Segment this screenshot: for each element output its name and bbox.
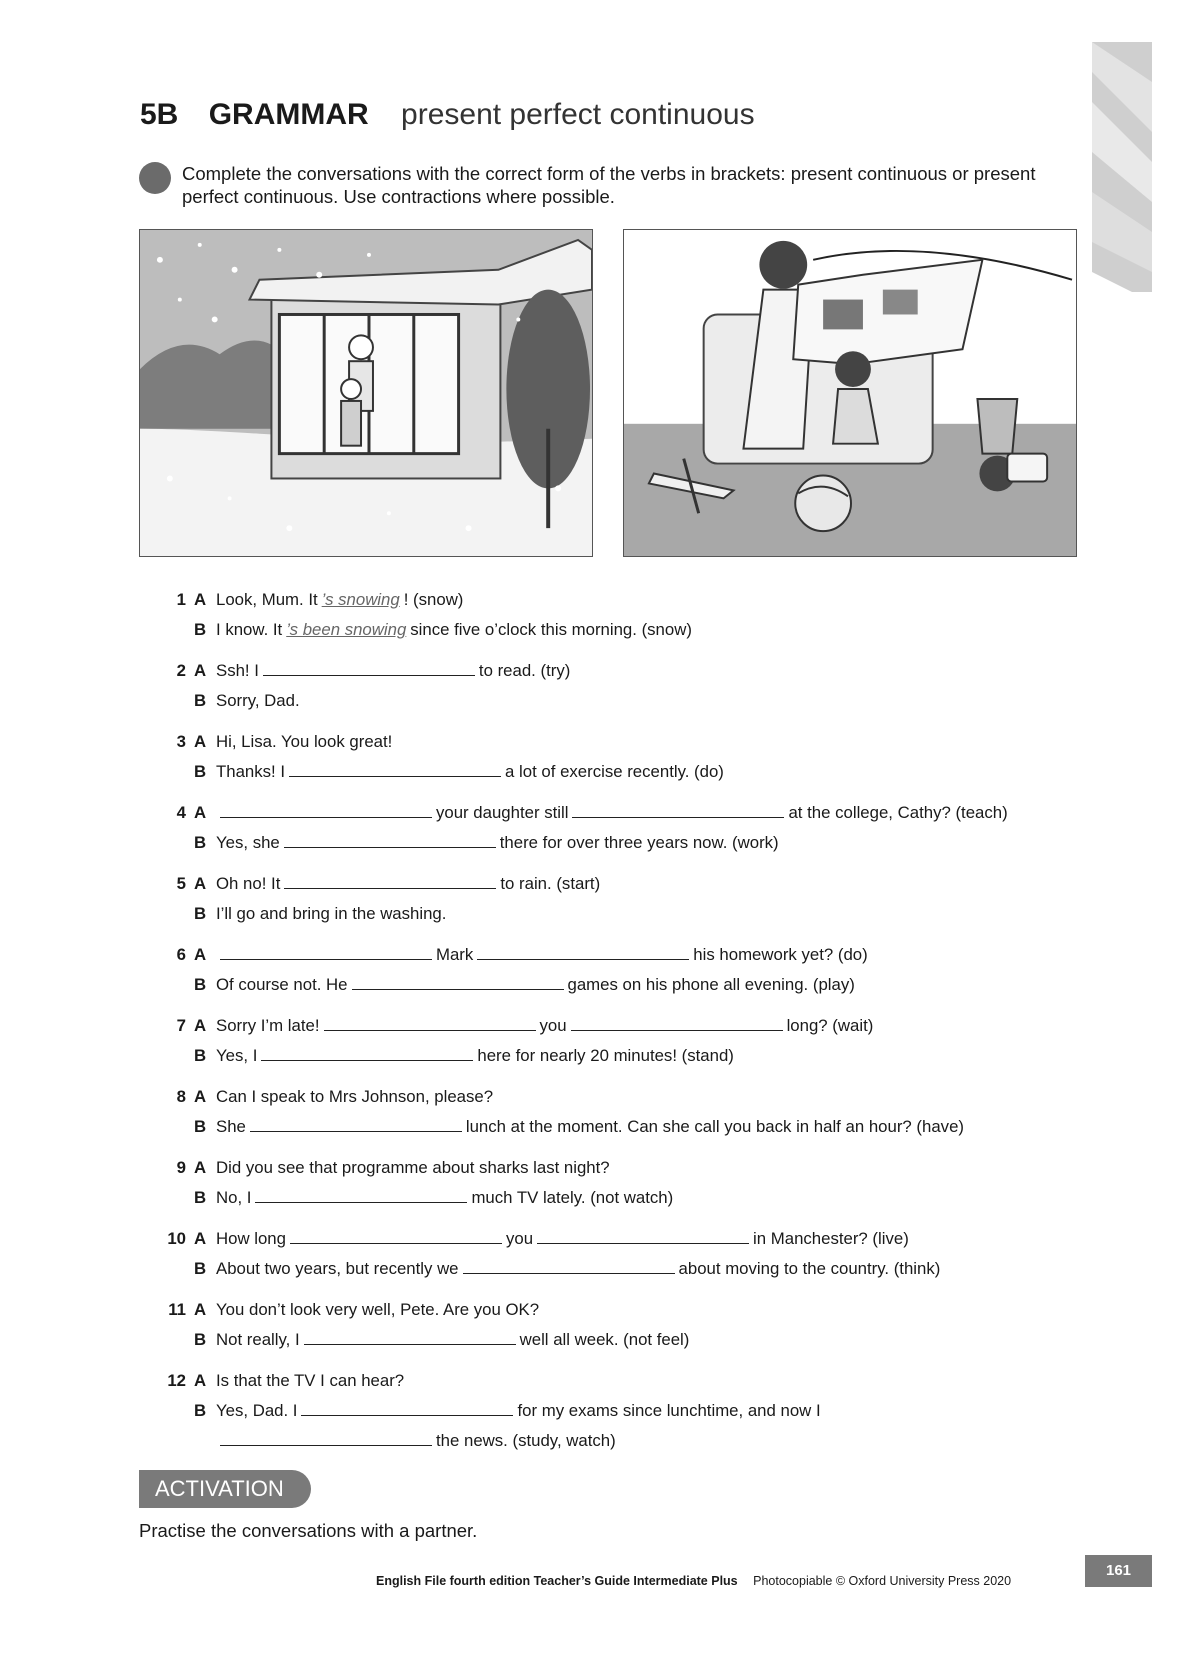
exercise-fragment: Look, Mum. It	[216, 590, 318, 609]
exercise-line	[160, 1183, 1100, 1213]
exercise-fragment: a lot of exercise recently. (do)	[505, 762, 724, 781]
speaker-label: B	[194, 762, 207, 781]
exercise-text	[216, 686, 300, 716]
exercise-fragment: Yes, she	[216, 833, 280, 852]
exercise-item	[160, 869, 1100, 929]
exercise-fragment: How long	[216, 1229, 286, 1248]
exercise-number	[160, 1183, 194, 1213]
exercise-item	[160, 1295, 1100, 1355]
section-topic: present perfect continuous	[401, 98, 755, 131]
speaker-label: A	[194, 1158, 207, 1177]
exercise-fragment: well all week. (not feel)	[519, 1330, 690, 1349]
activation-heading: ACTIVATION	[139, 1470, 311, 1508]
corner-ray-decoration	[1092, 42, 1152, 292]
instructions: Complete the conversations with the correct form of the verbs in brackets: present continuous or present perfect continuous. Use contractions where possible.	[182, 163, 1036, 207]
exercise-number: 10	[167, 1229, 186, 1248]
exercise-number	[160, 899, 194, 929]
speaker-label: A	[194, 661, 207, 680]
exercise-number	[160, 1254, 194, 1284]
footer-book-title: English File fourth edition Teacher’s Guide Intermediate Plus	[376, 1574, 738, 1588]
exercise-text	[216, 970, 855, 1000]
section-word: GRAMMAR	[208, 98, 369, 131]
exercise-fragment: for my exams since lunchtime, and now I	[517, 1401, 821, 1420]
exercise-fragment: Thanks! I	[216, 762, 286, 781]
exercise-fragment: about moving to the country. (think)	[678, 1259, 941, 1278]
exercise-line	[160, 1366, 1100, 1396]
exercise-text	[216, 1426, 616, 1456]
exercise-number	[160, 757, 194, 787]
exercise-line	[160, 940, 1100, 970]
exercise-fragment: I’ll go and bring in the washing.	[216, 904, 447, 923]
exercise-line	[160, 686, 1100, 716]
exercise-line	[160, 757, 1100, 787]
exercise-number	[160, 1396, 194, 1426]
exercise-line	[160, 656, 1100, 686]
answer-blank[interactable]	[572, 799, 784, 818]
exercise-item	[160, 656, 1100, 716]
exercise-number	[160, 970, 194, 1000]
speaker-label: B	[194, 620, 207, 639]
exercise-fragment: She	[216, 1117, 246, 1136]
exercise-text	[216, 1112, 964, 1142]
exercise-number: 1	[176, 590, 186, 609]
exercise-line	[160, 727, 1100, 757]
speaker-label: A	[194, 874, 207, 893]
exercise-item	[160, 1224, 1100, 1284]
answer-blank[interactable]	[255, 1184, 467, 1203]
exercise-fragment: your daughter still	[436, 803, 569, 822]
exercise-fragment: since five o’clock this morning. (snow)	[410, 620, 692, 639]
exercise-text	[216, 940, 868, 970]
exercise-item	[160, 1153, 1100, 1213]
exercise-line	[160, 1396, 1100, 1426]
speaker-label: A	[194, 1229, 207, 1248]
exercise-line	[160, 1153, 1100, 1183]
exercise-number: 5	[176, 874, 186, 893]
exercise-line	[160, 1082, 1100, 1112]
exercise-fragment: You don’t look very well, Pete. Are you OK?	[216, 1300, 540, 1319]
exercise-line	[160, 1011, 1100, 1041]
exercise-item	[160, 585, 1100, 645]
exercise-fragment: Yes, I	[216, 1046, 258, 1065]
exercise-item	[160, 940, 1100, 1000]
speaker-label: B	[194, 1401, 207, 1420]
exercise-fragment: games on his phone all evening. (play)	[567, 975, 855, 994]
exercise-line	[160, 1325, 1100, 1355]
exercise-fragment: to rain. (start)	[500, 874, 601, 893]
answer-blank[interactable]	[289, 758, 501, 777]
answer-blank[interactable]	[477, 941, 689, 960]
exercise-fragment: ! (snow)	[403, 590, 464, 609]
exercise-fragment: Not really, I	[216, 1330, 300, 1349]
exercise-line	[160, 585, 1100, 615]
exercise-number: 3	[176, 732, 186, 751]
exercise-fragment: to read. (try)	[478, 661, 571, 680]
exercise-text	[216, 1183, 673, 1213]
exercise-item	[160, 1011, 1100, 1071]
speaker-label: B	[194, 1188, 207, 1207]
example-answer: ’s been snowing	[286, 620, 407, 639]
speaker-label: A	[194, 732, 207, 751]
speaker-label: A	[194, 1016, 207, 1035]
answer-blank[interactable]	[263, 657, 475, 676]
speaker-label: A	[194, 1300, 207, 1319]
activation-text: Practise the conversations with a partner.	[139, 1520, 478, 1541]
speaker-label: B	[194, 904, 207, 923]
answer-blank[interactable]	[220, 941, 432, 960]
exercise-line	[160, 1426, 1100, 1456]
answer-blank[interactable]	[301, 1397, 513, 1416]
exercise-fragment: Sorry, Dad.	[216, 691, 300, 710]
exercise-fragment: long? (wait)	[786, 1016, 874, 1035]
exercise-line	[160, 1254, 1100, 1284]
exercise-text	[216, 869, 600, 899]
exercise-fragment: Is that the TV I can hear?	[216, 1371, 405, 1390]
speaker-label: A	[194, 945, 207, 964]
answer-blank[interactable]	[571, 1012, 783, 1031]
exercise-text	[216, 1011, 873, 1041]
exercise-list	[160, 585, 1100, 1467]
exercise-fragment: Ssh! I	[216, 661, 259, 680]
exercise-fragment: Can I speak to Mrs Johnson, please?	[216, 1087, 494, 1106]
exercise-fragment: there for over three years now. (work)	[499, 833, 779, 852]
exercise-line	[160, 615, 1100, 645]
exercise-number	[160, 1112, 194, 1142]
exercise-fragment: you	[505, 1229, 534, 1248]
speaker-label: B	[194, 1046, 207, 1065]
exercise-fragment: Mark	[436, 945, 474, 964]
exercise-number: 2	[176, 661, 186, 680]
exercise-number	[160, 1426, 194, 1456]
exercise-text	[216, 1041, 734, 1071]
exercise-text	[216, 585, 463, 615]
exercise-fragment: No, I	[216, 1188, 252, 1207]
exercise-line	[160, 1224, 1100, 1254]
speaker-label: A	[194, 1371, 207, 1390]
answer-blank[interactable]	[537, 1225, 749, 1244]
unit-code: 5B	[140, 98, 179, 131]
exercise-text	[216, 828, 779, 858]
exercise-fragment: I know. It	[216, 620, 283, 639]
footer-copyright: Photocopiable © Oxford University Press 2020	[753, 1574, 1012, 1588]
exercise-number	[160, 1041, 194, 1071]
answer-blank[interactable]	[463, 1255, 675, 1274]
exercise-text	[216, 757, 724, 787]
exercise-fragment: here for nearly 20 minutes! (stand)	[477, 1046, 734, 1065]
footer	[376, 1574, 1011, 1588]
page-number: 161	[1085, 1555, 1152, 1587]
answer-blank[interactable]	[220, 799, 432, 818]
exercise-item	[160, 1366, 1100, 1456]
answer-blank[interactable]	[290, 1225, 502, 1244]
answer-blank[interactable]	[304, 1326, 516, 1345]
exercise-number: 7	[176, 1016, 186, 1035]
exercise-text	[216, 615, 692, 645]
exercise-number: 6	[176, 945, 186, 964]
exercise-text	[216, 656, 570, 686]
speaker-label: B	[194, 691, 207, 710]
answer-blank[interactable]	[324, 1012, 536, 1031]
exercise-number: 11	[168, 1300, 186, 1319]
exercise-line	[160, 970, 1100, 1000]
exercise-fragment: Yes, Dad. I	[216, 1401, 298, 1420]
exercise-fragment: Hi, Lisa. You look great!	[216, 732, 393, 751]
exercise-fragment: Oh no! It	[216, 874, 281, 893]
exercise-line	[160, 798, 1100, 828]
exercise-fragment: you	[539, 1016, 567, 1035]
example-answer: ’s snowing	[321, 590, 400, 609]
answer-blank[interactable]	[220, 1427, 432, 1446]
speaker-label: B	[194, 1117, 207, 1136]
exercise-fragment: lunch at the moment. Can she call you back in half an hour? (have)	[465, 1117, 964, 1136]
exercise-text	[216, 1325, 689, 1355]
answer-blank[interactable]	[284, 829, 496, 848]
exercise-fragment: Sorry I’m late!	[216, 1016, 320, 1035]
exercise-text	[216, 1396, 821, 1426]
exercise-fragment: About two years, but recently we	[216, 1259, 459, 1278]
exercise-fragment: Of course not. He	[216, 975, 348, 994]
exercise-text	[216, 899, 446, 929]
family-living-room-illustration	[623, 229, 1077, 557]
exercise-line	[160, 828, 1100, 858]
exercise-text	[216, 1224, 909, 1254]
exercise-number	[160, 828, 194, 858]
snow-house-illustration	[139, 229, 593, 557]
exercise-text	[216, 1366, 404, 1396]
exercise-line	[160, 1112, 1100, 1142]
exercise-text	[216, 1254, 940, 1284]
answer-blank[interactable]	[250, 1113, 462, 1132]
exercise-fragment: in Manchester? (live)	[753, 1229, 909, 1248]
answer-blank[interactable]	[284, 870, 496, 889]
exercise-fragment: Did you see that programme about sharks last night?	[216, 1158, 610, 1177]
speaker-label: A	[194, 1087, 207, 1106]
speaker-label: B	[194, 1330, 207, 1349]
exercise-number: 9	[176, 1158, 186, 1177]
speaker-label: B	[194, 1259, 207, 1278]
exercise-item	[160, 727, 1100, 787]
exercise-fragment: his homework yet? (do)	[693, 945, 868, 964]
exercise-text	[216, 1295, 539, 1325]
exercise-line	[160, 1041, 1100, 1071]
exercise-number: 12	[167, 1371, 186, 1390]
speaker-label: B	[194, 975, 207, 994]
speaker-label: B	[194, 833, 207, 852]
answer-blank[interactable]	[352, 971, 564, 990]
speaker-label: A	[194, 590, 207, 609]
exercise-fragment: at the college, Cathy? (teach)	[788, 803, 1008, 822]
page-title	[140, 98, 755, 132]
exercise-fragment: the news. (study, watch)	[436, 1431, 616, 1450]
exercise-text	[216, 798, 1008, 828]
instruction-bullet	[139, 162, 171, 194]
exercise-item	[160, 798, 1100, 858]
exercise-number	[160, 686, 194, 716]
answer-blank[interactable]	[261, 1042, 473, 1061]
exercise-text	[216, 727, 392, 757]
exercise-number	[160, 1325, 194, 1355]
exercise-text	[216, 1082, 493, 1112]
exercise-text	[216, 1153, 610, 1183]
speaker-label	[194, 1426, 216, 1456]
exercise-item	[160, 1082, 1100, 1142]
speaker-label: A	[194, 803, 207, 822]
exercise-line	[160, 869, 1100, 899]
exercise-fragment: much TV lately. (not watch)	[471, 1188, 674, 1207]
exercise-line	[160, 899, 1100, 929]
exercise-number: 4	[176, 803, 186, 822]
exercise-line	[160, 1295, 1100, 1325]
exercise-number: 8	[176, 1087, 186, 1106]
exercise-number	[160, 615, 194, 645]
